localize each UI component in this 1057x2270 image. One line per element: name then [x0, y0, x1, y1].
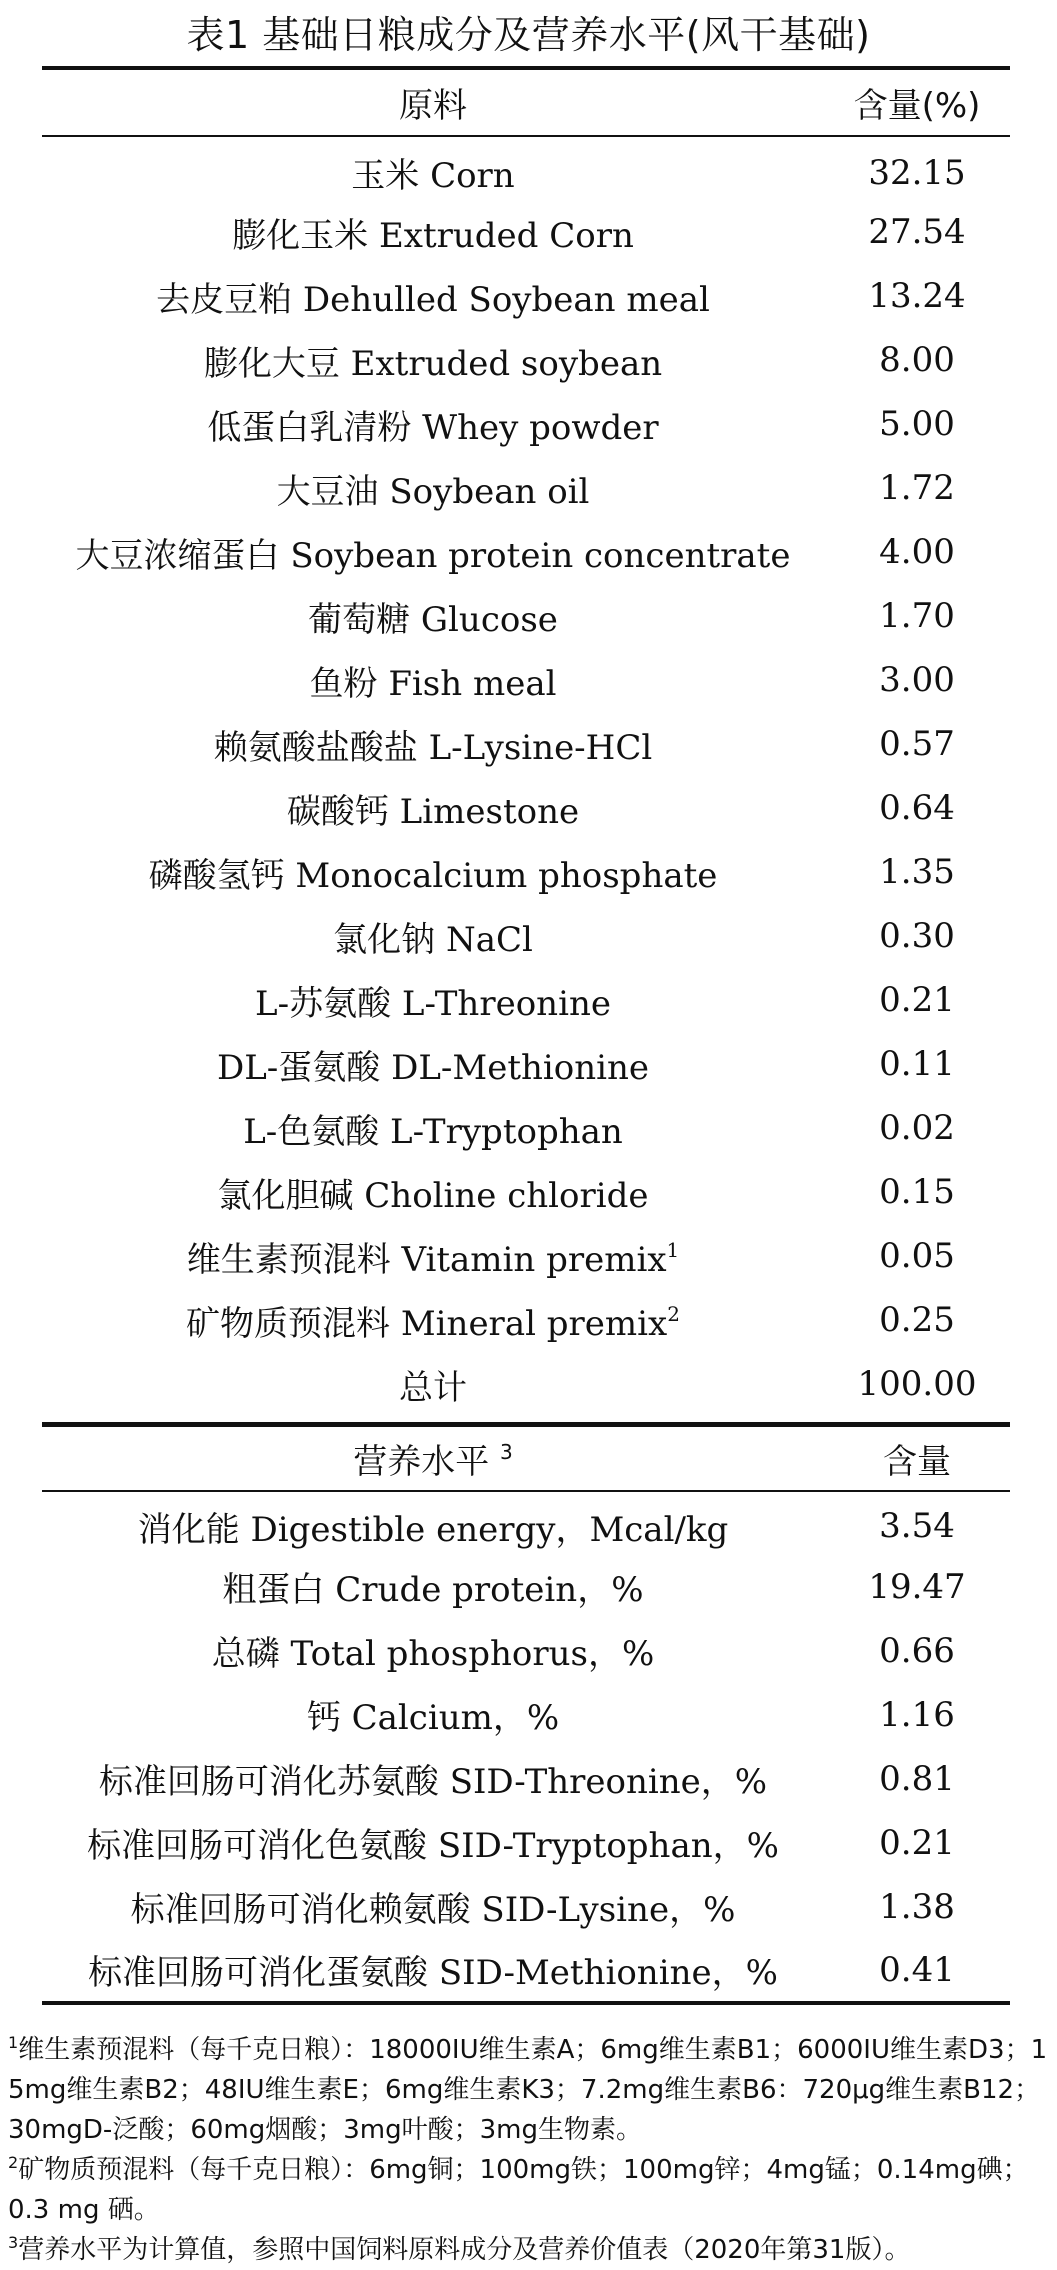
ingredient-row — [42, 904, 1010, 968]
row-label: 矿物质预混料 Mineral premix — [186, 1303, 668, 1344]
row-value: 1.35 — [879, 852, 955, 892]
footnote-marker: 1 — [666, 1237, 680, 1262]
row-label-cell — [42, 1096, 824, 1160]
row-label: 鱼粉 Fish meal — [309, 663, 557, 704]
row-label: 消化能 Digestible energy，Mcal/kg — [137, 1509, 729, 1550]
footnote-marker: 2 — [667, 1301, 680, 1326]
row-value: 1.38 — [879, 1886, 955, 1927]
row-label-cell — [42, 520, 824, 584]
row-label-cell — [42, 584, 824, 648]
ingredient-row — [42, 968, 1010, 1032]
row-label: 粗蛋白 Crude protein，% — [222, 1570, 644, 1610]
footnote-number: 2 — [8, 2153, 19, 2172]
footnote — [8, 2030, 1048, 2150]
row-label-cell — [42, 1619, 824, 1683]
row-label: 大豆浓缩蛋白 Soybean protein concentrate — [75, 535, 791, 576]
ingredient-row — [42, 456, 1010, 520]
row-label: 膨化大豆 Extruded soybean — [203, 343, 663, 384]
ingredient-row — [42, 200, 1010, 264]
row-label: 膨化玉米 Extruded Corn — [232, 215, 634, 256]
ingredient-row — [42, 392, 1010, 456]
row-label-cell — [42, 392, 824, 456]
footnote — [8, 2230, 1048, 2270]
row-label: 标准回肠可消化蛋氨酸 SID-Methionine，% — [88, 1953, 778, 1993]
row-value: 27.54 — [868, 212, 966, 252]
row-label: L-苏氨酸 L-Threonine — [255, 983, 611, 1024]
row-label-cell — [42, 1032, 824, 1096]
row-label: 大豆油 Soybean oil — [276, 471, 590, 512]
nutrient-header-row — [42, 1425, 1010, 1491]
ingredient-row — [42, 328, 1010, 392]
ingredient-row — [42, 1032, 1010, 1096]
ingredients-table-body — [42, 136, 1010, 1416]
row-value: 3.00 — [879, 660, 955, 700]
row-label-cell — [42, 1288, 824, 1352]
row-label-cell — [42, 1683, 824, 1747]
row-value: 1.72 — [879, 468, 955, 508]
row-value: 0.21 — [879, 980, 955, 1020]
row-label-cell — [42, 648, 824, 712]
row-value: 0.05 — [879, 1236, 955, 1276]
row-value: 32.15 — [868, 152, 966, 193]
row-value: 8.00 — [879, 340, 955, 380]
footnote-text: 营养水平为计算值，参照中国饲料原料成分及营养价值表（2020年第31版）。 — [18, 2235, 911, 2265]
row-value: 0.66 — [879, 1630, 955, 1671]
row-label: 标准回肠可消化苏氨酸 SID-Threonine，% — [98, 1762, 768, 1802]
nutrient-table — [42, 1422, 1010, 2005]
footnote-marker: 3 — [500, 1439, 513, 1464]
row-value: 1.16 — [879, 1694, 955, 1735]
row-label-cell — [42, 328, 824, 392]
row-value: 0.57 — [879, 724, 955, 764]
nutrient-row — [42, 1619, 1010, 1683]
row-label: DL-蛋氨酸 DL-Methionine — [216, 1047, 650, 1088]
row-value: 1.70 — [879, 596, 955, 636]
row-label-cell — [42, 840, 824, 904]
row-label-cell — [42, 776, 824, 840]
nutrient-table-body — [42, 1491, 1010, 2003]
row-value: 0.41 — [879, 1949, 955, 1990]
row-label: 总计 — [399, 1367, 467, 1408]
ingredient-row — [42, 520, 1010, 584]
nutrient-column-header — [42, 1425, 824, 1491]
footnotes — [8, 2030, 1048, 2270]
ingredient-row — [42, 840, 1010, 904]
row-label-cell — [42, 712, 824, 776]
row-label: 氯化胆碱 Choline chloride — [217, 1175, 649, 1216]
row-value: 0.02 — [879, 1108, 955, 1148]
ingredients-table — [42, 66, 1010, 1416]
row-value: 0.21 — [879, 1822, 955, 1863]
row-label-cell — [42, 136, 824, 200]
nutrient-row — [42, 1555, 1010, 1619]
row-label: 玉米 Corn — [351, 156, 515, 196]
row-label: 去皮豆粕 Dehulled Soybean meal — [156, 279, 710, 320]
footnote-text: 矿物质预混料（每千克日粮）：6mg铜；100mg铁；100mg锌；4mg锰；0.14mg碘；0.3 mg 硒。 — [8, 2155, 1029, 2225]
ingredient-row — [42, 1160, 1010, 1224]
footnote-number: 3 — [8, 2233, 19, 2252]
row-value: 0.25 — [879, 1300, 955, 1340]
footnote-text: 维生素预混料（每千克日粮）：18000IU维生素A；6mg维生素B1；6000IU维生素D3；15mg维生素B2；48IU维生素E；6mg维生素K3；7.2mg维生素B6：720μg维生素B12；30mgD-泛酸；60mg烟酸；3mg叶酸；3mg生物素。 — [8, 2035, 1048, 2145]
row-value: 3.54 — [879, 1506, 955, 1546]
nutrient-row — [42, 1875, 1010, 1939]
ingredient-row — [42, 264, 1010, 328]
ingredients-header-row — [42, 68, 1010, 136]
ingredient-column-header: 原料 — [399, 86, 467, 126]
row-label: 维生素预混料 Vitamin premix — [186, 1239, 667, 1280]
row-label-cell — [42, 1875, 824, 1939]
row-label: 低蛋白乳清粉 Whey powder — [207, 407, 659, 448]
nutrient-row — [42, 1939, 1010, 2003]
row-label-cell — [42, 1224, 824, 1288]
row-value: 13.24 — [868, 276, 966, 316]
row-label: 氯化钠 NaCl — [333, 919, 533, 960]
row-value: 100.00 — [857, 1364, 977, 1404]
row-label-cell — [42, 264, 824, 328]
row-label: 标准回肠可消化色氨酸 SID-Tryptophan，% — [87, 1826, 779, 1866]
ingredient-row — [42, 776, 1010, 840]
row-label-cell — [42, 1811, 824, 1875]
ingredient-row — [42, 712, 1010, 776]
footnote — [8, 2150, 1048, 2230]
row-label: 磷酸氢钙 Monocalcium phosphate — [148, 855, 718, 896]
row-value: 0.81 — [879, 1758, 955, 1799]
row-label-cell — [42, 200, 824, 264]
row-label-cell — [42, 904, 824, 968]
content-column-header: 含量(%) — [853, 86, 981, 126]
row-label: 葡萄糖 Glucose — [308, 599, 558, 640]
row-label-cell — [42, 1352, 824, 1416]
row-value: 0.15 — [879, 1172, 955, 1212]
ingredient-row — [42, 136, 1010, 200]
row-label-cell — [42, 1555, 824, 1619]
nutrient-row — [42, 1811, 1010, 1875]
row-label: 碳酸钙 Limestone — [286, 791, 580, 832]
ingredient-row — [42, 1224, 1010, 1288]
row-value: 5.00 — [879, 404, 955, 444]
ingredient-row — [42, 648, 1010, 712]
row-label-cell — [42, 1747, 824, 1811]
nutrient-row — [42, 1683, 1010, 1747]
table-title: 表1 基础日粮成分及营养水平(风干基础) — [186, 13, 871, 57]
ingredient-row — [42, 584, 1010, 648]
row-label: 标准回肠可消化赖氨酸 SID-Lysine，% — [130, 1890, 736, 1930]
footnote-number: 1 — [8, 2033, 19, 2052]
nutrient-content-column-header: 含量 — [883, 1441, 951, 1482]
row-value: 0.64 — [879, 788, 955, 828]
row-label-cell — [42, 456, 824, 520]
ingredient-row — [42, 1352, 1010, 1416]
row-value: 4.00 — [879, 532, 955, 572]
row-label: L-色氨酸 L-Tryptophan — [243, 1111, 623, 1152]
row-label: 赖氨酸盐酸盐 L-Lysine-HCl — [213, 727, 653, 768]
row-label-cell — [42, 968, 824, 1032]
ingredient-row — [42, 1288, 1010, 1352]
nutrient-header-label: 营养水平 — [353, 1441, 490, 1482]
row-label-cell — [42, 1939, 824, 2003]
nutrient-row — [42, 1747, 1010, 1811]
row-value: 0.30 — [879, 916, 955, 956]
row-value: 19.47 — [868, 1566, 966, 1607]
row-label: 总磷 Total phosphorus，% — [211, 1634, 655, 1674]
ingredient-row — [42, 1096, 1010, 1160]
row-label-cell — [42, 1160, 824, 1224]
row-value: 0.11 — [879, 1044, 955, 1084]
row-label-cell — [42, 1491, 824, 1555]
nutrient-row — [42, 1491, 1010, 1555]
row-label: 钙 Calcium，% — [306, 1698, 560, 1738]
